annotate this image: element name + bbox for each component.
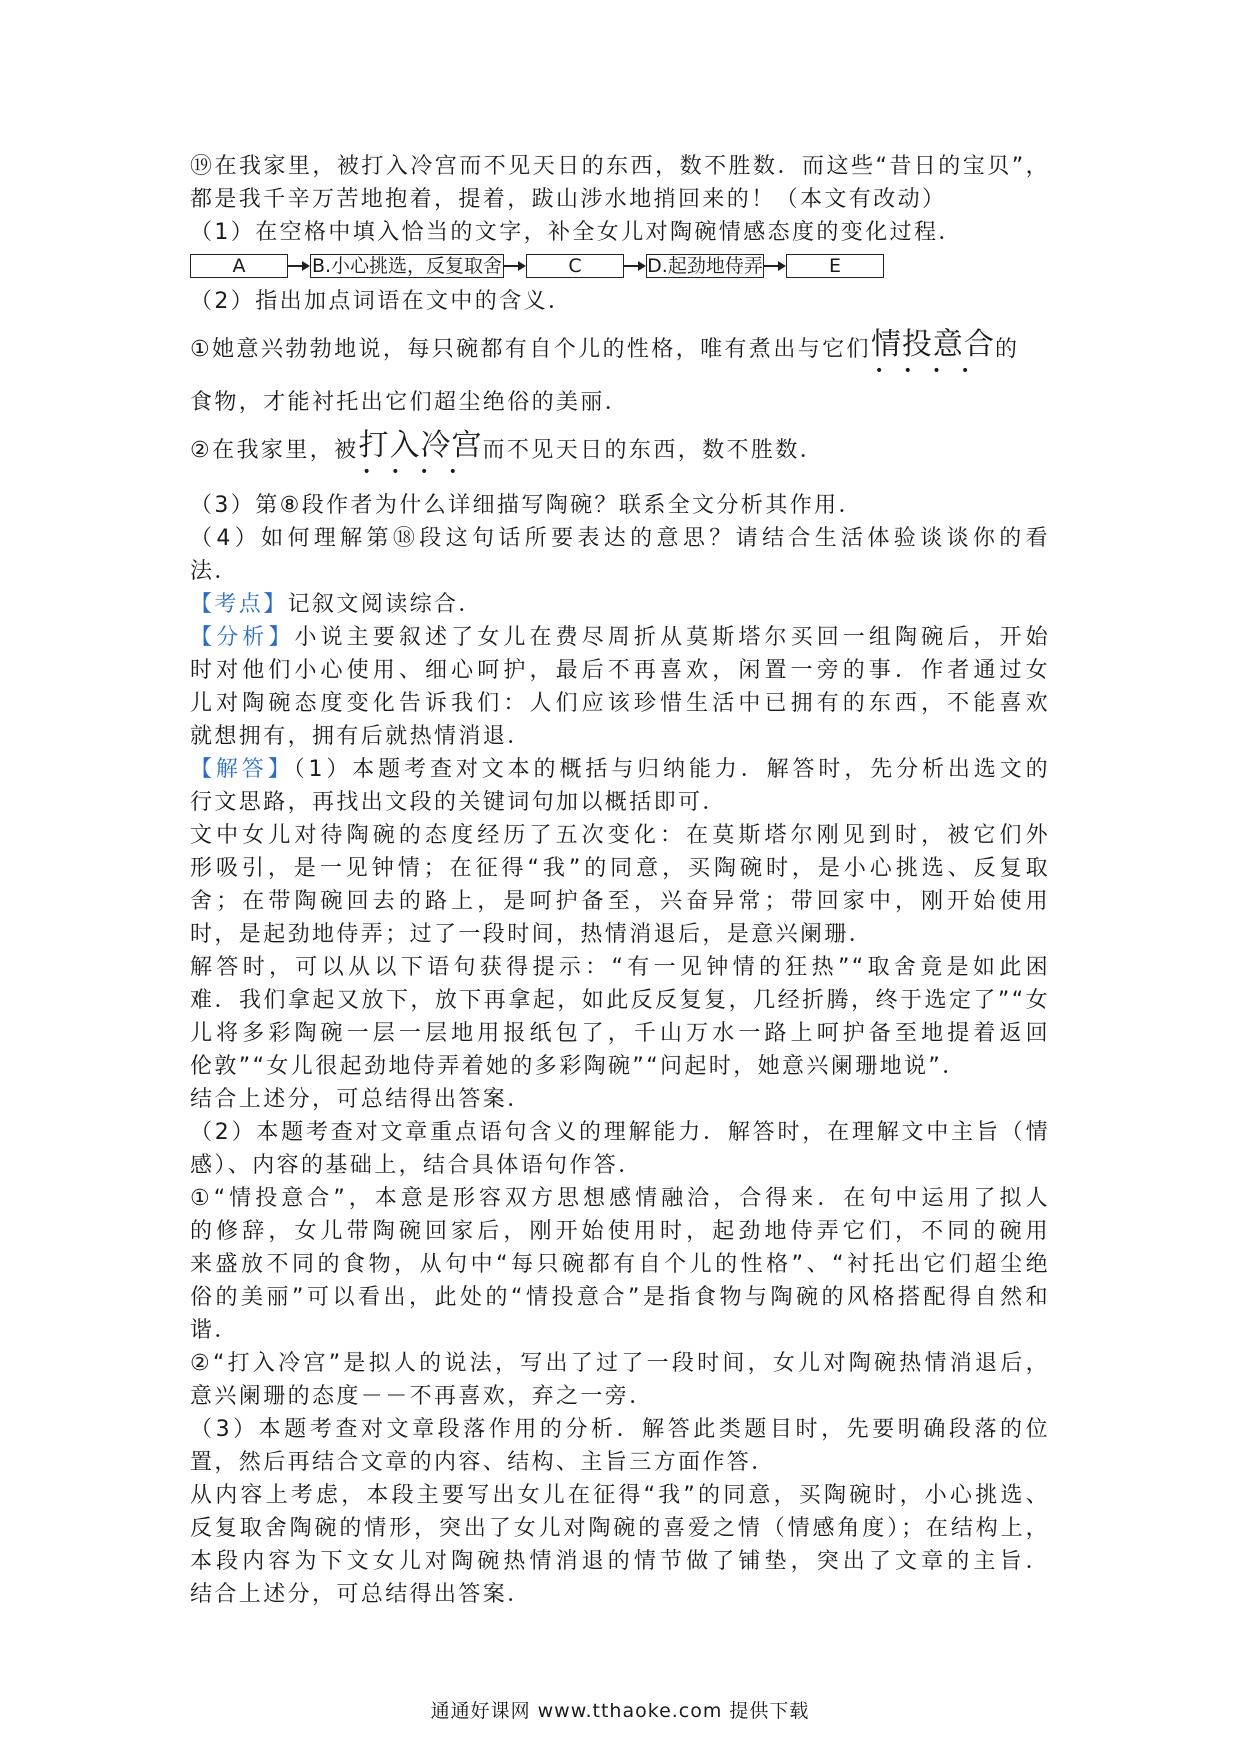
kaodian-text: 记叙文阅读综合．: [287, 592, 483, 617]
jieda-line: 的修辞，女儿带陶碗回家后，刚开始使用时，起劲地侍弄它们，不同的碗用: [190, 1219, 1050, 1244]
jieda-line: 结合上述分，可总结得出答案．: [190, 1582, 532, 1607]
fenxi-line: [190, 621, 1050, 654]
jieda-line: 意兴阑珊的态度－－不再喜欢，弃之一旁．: [190, 1384, 654, 1409]
kaodian-tag: 【考点】: [190, 592, 288, 617]
jieda-line: 形吸引，是一见钟情；在征得“我”的同意，买陶碗时，是小心挑选、反复取: [190, 856, 1050, 881]
dotted-term: 打入冷宫 • • • •: [359, 431, 483, 461]
jieda-line: ①“情投意合”，本意是形容双方思想感情融洽，合得来．在句中运用了拟人: [190, 1186, 1050, 1211]
jieda-line: 行文思路，再找出文段的关键词句加以概括即可．: [190, 790, 727, 815]
question-1: （1）在空格中填入恰当的文字，补全女儿对陶碗情感态度的变化过程．: [190, 220, 963, 245]
passage-line: ⑲在我家里，被打入冷宫而不见天日的东西，数不胜数．而这些“昔日的宝贝”，: [190, 154, 1050, 179]
jieda-line: 难．我们拿起又放下，放下再拿起，如此反反复复，几经折腾，终于选定了”“女: [190, 988, 1050, 1013]
arrow-right-icon: [288, 255, 310, 277]
content-area: [190, 150, 1050, 1611]
fenxi-line: 儿对陶碗态度变化告诉我们：人们应该珍惜生活中已拥有的东西，不能喜欢: [190, 691, 1050, 716]
question-2-item-2: [190, 428, 1050, 471]
question-2-item-1-cont: 食物，才能衬托出它们超尘绝俗的美丽．: [190, 390, 630, 415]
question-3: （3）第⑧段作者为什么详细描写陶碗？联系全文分析其作用．: [190, 493, 863, 518]
jieda-line: [190, 753, 1050, 786]
item-text: ②在我家里，被: [190, 438, 359, 463]
jieda-line: 置，然后再结合文章的内容、结构、主旨三方面作答．: [190, 1450, 776, 1475]
question-4: 法．: [190, 559, 239, 584]
jieda-text: （1）本题考查对文本的概括与归纳能力．解答时，先分析出选文的: [293, 757, 1050, 782]
fenxi-line: 时对他们小心使用、细心呵护，最后不再喜欢，闲置一旁的事．作者通过女: [190, 658, 1050, 683]
jieda-line: 感）、内容的基础上，结合具体语句作答．: [190, 1153, 643, 1178]
flow-diagram: [190, 251, 1050, 281]
arrow-right-icon: [504, 255, 526, 277]
jieda-line: 伦敦”“女儿很起劲地侍弄着她的多彩陶碗”“问起时，她意兴阑珊地说”．: [190, 1054, 967, 1079]
fenxi-tag: 【分析】: [190, 625, 295, 650]
fenxi-line: 就想拥有，拥有后就热情消退．: [190, 724, 532, 749]
jieda-line: 文中女儿对待陶碗的态度经历了五次变化：在莫斯塔尔刚见到时，被它们外: [190, 823, 1050, 848]
question-2-item-1: [190, 327, 1050, 370]
jieda-line: 时，是起劲地侍弄；过了一段时间，热情消退后，是意兴阑珊．: [190, 922, 874, 947]
jieda-line: （2）本题考查对文章重点语句含义的理解能力．解答时，在理解文中主旨（情: [190, 1120, 1050, 1145]
item-text: 的: [994, 337, 1020, 362]
jieda-line: 来盛放不同的食物，从句中“每只碗都有自个儿的性格”、“衬托出它们超尘绝: [190, 1252, 1050, 1277]
page-footer: 通通好课网 www.tthaoke.com 提供下载: [430, 1700, 810, 1722]
arrow-right-icon: [624, 255, 646, 277]
item-text: 而不见天日的东西，数不胜数．: [482, 438, 825, 463]
kaodian-line: [190, 588, 1050, 621]
flow-box-d: D.起劲地侍弄: [647, 255, 763, 277]
passage-line: 都是我千辛万苦地抱着，提着，跋山涉水地捎回来的！（本文有改动）: [190, 187, 947, 212]
jieda-line: 反复取舍陶碗的情形，突出了女儿对陶碗的喜爱之情（情感角度）；在结构上，: [190, 1516, 1050, 1541]
jieda-line: 谐．: [190, 1318, 239, 1343]
jieda-line: 从内容上考虑，本段主要写出女儿在征得“我”的同意，买陶碗时，小心挑选、: [190, 1483, 1050, 1508]
jieda-line: ②“打入冷宫”是拟人的说法，写出了过了一段时间，女儿对陶碗热情消退后，: [190, 1351, 1050, 1376]
jieda-line: 舍；在带陶碗回去的路上，是呵护备至，兴奋异常；带回家中，刚开始使用: [190, 889, 1050, 914]
arrow-right-icon: [764, 255, 786, 277]
jieda-tag: 【解答】: [190, 757, 294, 782]
dotted-term: 情投意合 • • • •: [871, 330, 995, 360]
item-text: ①她意兴勃勃地说，每只碗都有自个儿的性格，唯有煮出与它们: [190, 337, 871, 362]
jieda-line: （3）本题考查对文章段落作用的分析．解答此类题目时，先要明确段落的位: [190, 1417, 1050, 1442]
jieda-line: 结合上述分，可总结得出答案．: [190, 1087, 532, 1112]
jieda-line: 俗的美丽”可以看出，此处的“情投意合”是指食物与陶碗的风格搭配得自然和: [190, 1285, 1050, 1310]
fenxi-text: 小说主要叙述了女儿在费尽周折从莫斯塔尔买回一组陶碗后，开始: [294, 625, 1050, 650]
jieda-line: 本段内容为下文女儿对陶碗热情消退的情节做了铺垫，突出了文章的主旨．: [190, 1549, 1050, 1574]
flow-box-a: A: [190, 254, 288, 278]
jieda-line: 解答时，可以从以下语句获得提示：“有一见钟情的狂热”“取舍竟是如此困: [190, 955, 1050, 980]
flow-box-b: B.小心挑选，反复取舍: [311, 255, 503, 277]
flow-box-e: E: [786, 254, 884, 278]
question-2: （2）指出加点词语在文中的含义．: [190, 289, 573, 314]
flow-box-c: C: [526, 254, 624, 278]
jieda-line: 儿将多彩陶碗一层一层地用报纸包了，千山万水一路上呵护备至地提着返回: [190, 1021, 1050, 1046]
question-4: （4）如何理解第⑱段这句话所要表达的意思？请结合生活体验谈谈你的看: [190, 526, 1050, 551]
